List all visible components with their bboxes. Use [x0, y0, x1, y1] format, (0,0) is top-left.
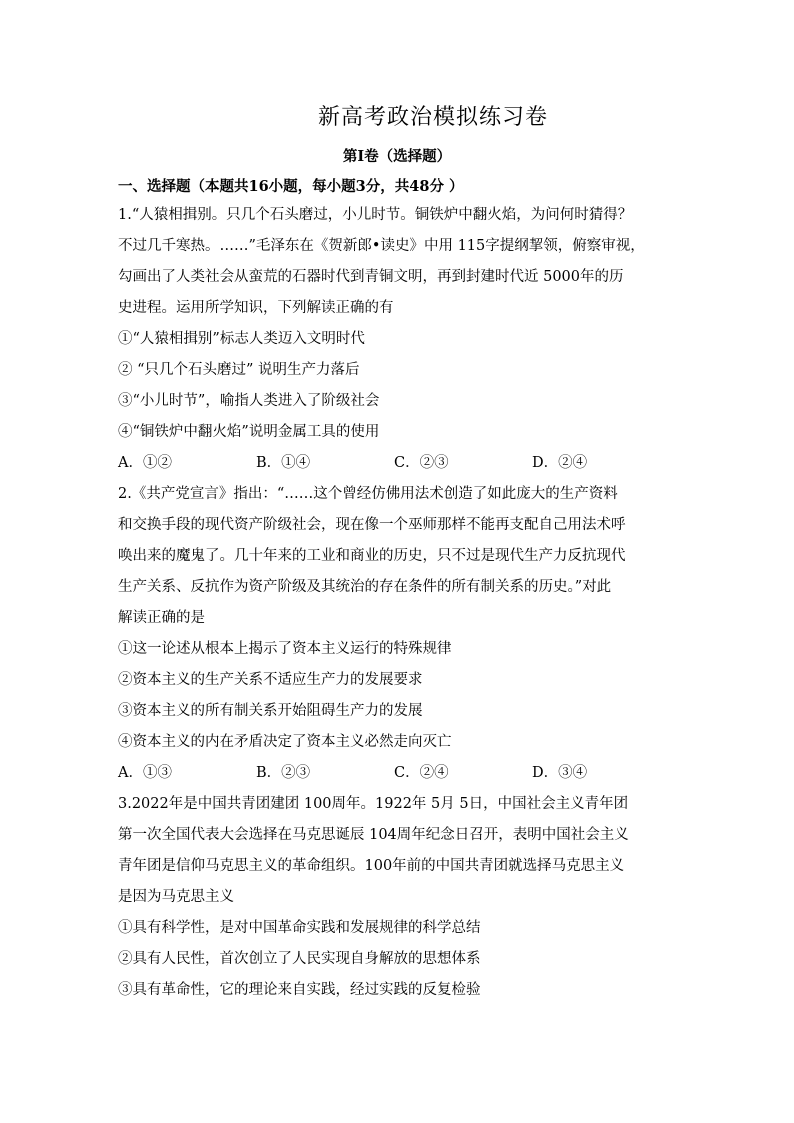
answer-options: [118, 758, 678, 789]
question-list: [118, 200, 678, 1006]
question-stem-line: 1.“人猿相揖别。只几个石头磨过，小儿时节。铜铁炉中翻火焰，为问何时猜得？: [118, 207, 633, 223]
statement-3: ③资本主义的所有制关系开始阻碍生产力的发展: [118, 703, 423, 719]
question-stem-line: 3.2022年是中国共青团建团 100周年。1922年 5月 5日，中国社会主义青年团: [118, 796, 629, 812]
question-1: [118, 200, 678, 479]
statement-2: ②具有人民性，首次创立了人民实现自身解放的思想体系: [118, 951, 481, 967]
question-stem-line: 唤出来的魔鬼了。几十年来的工业和商业的历史，只不过是现代生产力反抗现代: [118, 548, 626, 564]
question-stem-line: 第一次全国代表大会选择在马克思诞辰 104周年纪念日召开，表明中国社会主义: [118, 827, 629, 843]
option-c: C．②③: [394, 455, 449, 471]
question-3: [118, 789, 678, 1006]
answer-options: [118, 448, 678, 479]
question-stem-line: 不过几千寒热。……”毛泽东在《贺新郎•读史》中用 115字提纲挈领，俯察审视，: [118, 238, 645, 254]
exam-title: 新高考政治模拟练习卷: [317, 105, 548, 130]
statement-3: ③具有革命性，它的理论来自实践，经过实践的反复检验: [118, 982, 481, 998]
option-a: A．①②: [118, 455, 172, 471]
part-heading: 第Ⅰ卷（选择题）: [342, 148, 452, 165]
question-stem-line: 解读正确的是: [118, 610, 205, 626]
question-stem-line: 和交换手段的现代资产阶级社会，现在像一个巫师那样不能再支配自己用法术呼: [118, 517, 626, 533]
statement-2: ②资本主义的生产关系不适应生产力的发展要求: [118, 672, 423, 688]
question-stem-line: 生产关系、反抗作为资产阶级及其统治的存在条件的所有制关系的历史。”对此: [118, 579, 612, 595]
question-stem-line: 是因为马克思主义: [118, 889, 234, 905]
statement-1: ①具有科学性，是对中国革命实践和发展规律的科学总结: [118, 920, 481, 936]
option-d: D．②④: [532, 455, 588, 471]
option-d: D．③④: [532, 765, 588, 781]
option-b: B．①④: [256, 455, 311, 471]
statement-4: ④资本主义的内在矛盾决定了资本主义必然走向灭亡: [118, 734, 452, 750]
option-b: B．②③: [256, 765, 311, 781]
section-heading: 一、选择题（本题共16小题，每小题3分，共48分 ）: [118, 178, 464, 195]
question-stem-line: 2.《共产党宣言》指出：“……这个曾经仿佛用法术创造了如此庞大的生产资料: [118, 486, 618, 502]
statement-1: ①这一论述从根本上揭示了资本主义运行的特殊规律: [118, 641, 452, 657]
question-2: [118, 479, 678, 789]
statement-1: ①“人猿相揖别”标志人类迈入文明时代: [118, 331, 365, 347]
option-a: A．①③: [118, 765, 172, 781]
statement-3: ③“小儿时节”，喻指人类进入了阶级社会: [118, 393, 380, 409]
option-c: C．②④: [394, 765, 449, 781]
question-stem-line: 史进程。运用所学知识，下列解读正确的有: [118, 300, 394, 316]
question-stem-line: 青年团是信仰马克思主义的革命组织。100年前的中国共青团就选择马克思主义: [118, 858, 625, 874]
statement-4: ④“铜铁炉中翻火焰”说明金属工具的使用: [118, 424, 380, 440]
question-stem-line: 勾画出了人类社会从蛮荒的石器时代到青铜文明，再到封建时代近 5000年的历: [118, 269, 624, 285]
statement-2: ② “只几个石头磨过” 说明生产力落后: [118, 362, 360, 378]
